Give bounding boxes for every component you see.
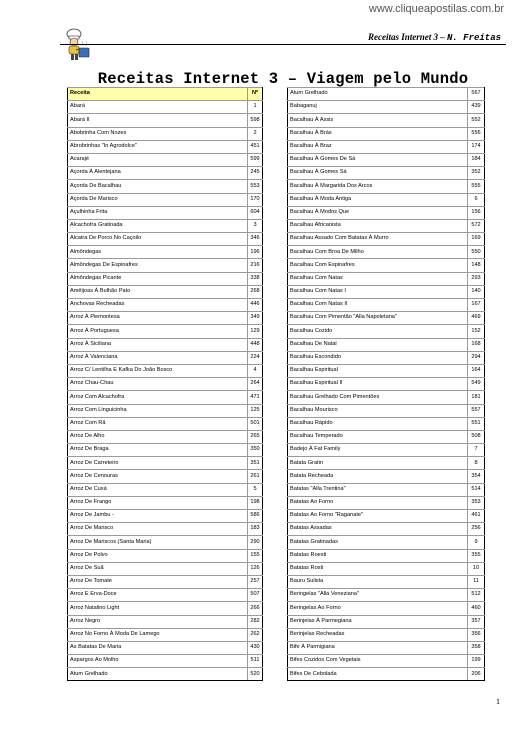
chef-mascot-logo (60, 28, 94, 62)
table-row (68, 193, 263, 206)
recipe-number: 553 (248, 180, 263, 193)
table-row (68, 153, 263, 166)
recipe-name: Badejo À Fat Family (288, 444, 468, 457)
recipe-number: 10 (468, 562, 485, 575)
recipe-name: Arroz De Cuxá (68, 483, 248, 496)
table-row (288, 219, 485, 232)
table-row (68, 628, 263, 641)
recipe-name: Babaganuj (288, 101, 468, 114)
recipe-number: 294 (468, 351, 485, 364)
recipe-name: Arroz De Suã (68, 562, 248, 575)
table-row (288, 299, 485, 312)
recipe-number: 350 (248, 444, 263, 457)
table-row (68, 391, 263, 404)
table-row (288, 259, 485, 272)
recipe-number: 126 (248, 562, 263, 575)
recipe-name: Arroz À Portuguesa (68, 325, 248, 338)
table-row (68, 233, 263, 246)
recipe-number: 181 (468, 391, 485, 404)
recipe-name: Arroz Natalino Light (68, 602, 248, 615)
recipe-number: 257 (248, 575, 263, 588)
recipe-number: 471 (248, 391, 263, 404)
recipe-name: Bacalhau Mourisco (288, 404, 468, 417)
recipe-number: 3 (248, 219, 263, 232)
table-row (288, 510, 485, 523)
recipe-name: As Batatas De Maria (68, 641, 248, 654)
table-row (68, 101, 263, 114)
recipe-name: Arroz De Braga (68, 444, 248, 457)
table-row (68, 430, 263, 443)
recipe-name: Arroz De Polvo (68, 549, 248, 562)
recipe-number: 206 (468, 668, 485, 681)
site-url[interactable]: www.cliqueapostilas.com.br (368, 3, 504, 15)
table-row (68, 470, 263, 483)
recipe-name: Batata Gratin (288, 457, 468, 470)
recipe-name: Bacalhau À Brás (288, 127, 468, 140)
recipe-number: 155 (248, 549, 263, 562)
recipe-name: Arroz De Frango (68, 496, 248, 509)
recipe-number: 353 (468, 496, 485, 509)
recipe-name: Açorda De Marisco (68, 193, 248, 206)
recipe-name: Batatas Rosti (288, 562, 468, 575)
table-row (68, 575, 263, 588)
table-row (68, 167, 263, 180)
recipe-name: Berinjelas À Parmegiana (288, 615, 468, 628)
recipe-number: 164 (468, 364, 485, 377)
recipe-number: 183 (248, 523, 263, 536)
recipe-number: 2 (248, 127, 263, 140)
recipe-name: Aspargos Ao Molho (68, 655, 248, 668)
recipe-number: 262 (248, 628, 263, 641)
table-row (68, 589, 263, 602)
table-row (68, 562, 263, 575)
recipe-number: 567 (468, 88, 485, 101)
recipe-number: 9 (468, 536, 485, 549)
recipe-name: Berinjelas Recheadas (288, 628, 468, 641)
table-row (68, 378, 263, 391)
recipe-number: 351 (248, 457, 263, 470)
recipe-name: Beringelas "Alla Veneziana" (288, 589, 468, 602)
page-number: 1 (496, 697, 500, 706)
recipe-name: Arroz À Piemontesa (68, 312, 248, 325)
table-row (68, 364, 263, 377)
recipe-name: Bacalhau Espiritual (288, 364, 468, 377)
recipe-name: Abobrinha Com Nozes (68, 127, 248, 140)
recipe-number: 167 (468, 299, 485, 312)
recipe-number: 4 (248, 364, 263, 377)
recipe-number: 152 (468, 325, 485, 338)
table-row (68, 523, 263, 536)
table-row (288, 246, 485, 259)
table-row (68, 536, 263, 549)
recipe-number: 174 (468, 140, 485, 153)
table-row (68, 246, 263, 259)
recipe-name: Abará (68, 101, 248, 114)
table-row (288, 483, 485, 496)
recipe-name: Anchovas Recheadas (68, 299, 248, 312)
recipe-number: 599 (248, 153, 263, 166)
recipe-name: Arroz Com Linguicinha (68, 404, 248, 417)
recipe-number: 349 (248, 312, 263, 325)
recipe-name: Bacalhau Africanista (288, 219, 468, 232)
recipe-number: 5 (248, 483, 263, 496)
recipe-name: Atum Grelhado (288, 88, 468, 101)
recipe-number: 448 (248, 338, 263, 351)
header-rule (60, 44, 506, 45)
recipe-number: 512 (468, 589, 485, 602)
recipe-number: 8 (468, 457, 485, 470)
table-row (68, 457, 263, 470)
recipe-table-right (287, 87, 485, 681)
recipe-name: Bacalhau À Moda Antiga (288, 193, 468, 206)
table-row (288, 457, 485, 470)
recipe-number: 501 (248, 417, 263, 430)
recipe-number: 352 (468, 167, 485, 180)
recipe-name: Açulhinha Frita (68, 206, 248, 219)
table-row (68, 655, 263, 668)
recipe-name: Arroz C/ Lentilha E Kafka Do João Bosco (68, 364, 248, 377)
recipe-name: Batata Recheada (288, 470, 468, 483)
table-row (288, 233, 485, 246)
recipe-number: 598 (248, 114, 263, 127)
table-row (288, 88, 485, 101)
recipe-number: 508 (468, 430, 485, 443)
recipe-name: Beringelas Ao Forno (288, 602, 468, 615)
table-row (68, 114, 263, 127)
recipe-name: Bacalhau Temperado (288, 430, 468, 443)
table-row (68, 404, 263, 417)
recipe-number: 184 (468, 153, 485, 166)
recipe-name: Bacalhau À Braz (288, 140, 468, 153)
table-row (68, 259, 263, 272)
table-row (288, 206, 485, 219)
recipe-name: Alcachofra Gratinada (68, 219, 248, 232)
recipe-name: Alcatra De Porco No Caçoilo (68, 233, 248, 246)
column-header-recipe: Receita (68, 88, 248, 101)
recipe-name: Arroz De Marisco (68, 523, 248, 536)
table-row (288, 641, 485, 654)
table-row (288, 430, 485, 443)
recipe-number: 1 (248, 101, 263, 114)
table-row (68, 549, 263, 562)
table-row (288, 101, 485, 114)
table-row (68, 127, 263, 140)
table-row (288, 602, 485, 615)
recipe-name: Bacalhau Com Espinafres (288, 259, 468, 272)
recipe-name: Arroz De Carreteiro (68, 457, 248, 470)
recipe-number: 264 (248, 378, 263, 391)
table-row (288, 114, 485, 127)
table-row (68, 351, 263, 364)
recipe-name: Arroz Com Alcachofra (68, 391, 248, 404)
recipe-name: Arroz Chau-Chau (68, 378, 248, 391)
recipe-name: Bacalhau Rápido (288, 417, 468, 430)
recipe-number: 520 (248, 668, 263, 681)
recipe-number: 216 (248, 259, 263, 272)
table-row (288, 444, 485, 457)
recipe-name: Bife À Parmigiana (288, 641, 468, 654)
recipe-number: 125 (248, 404, 263, 417)
recipe-number: 293 (468, 272, 485, 285)
recipe-number: 358 (468, 641, 485, 654)
table-row (288, 364, 485, 377)
recipe-name: Arroz De Jambu - (68, 510, 248, 523)
table-row (68, 496, 263, 509)
recipe-number: 346 (248, 233, 263, 246)
recipe-name: Amêijoas À Bulhão Pato (68, 285, 248, 298)
recipe-table-left (67, 87, 263, 681)
recipe-number: 586 (248, 510, 263, 523)
recipe-name: Bacalhau Com Natas I (288, 285, 468, 298)
table-row (288, 193, 485, 206)
recipe-number: 555 (468, 180, 485, 193)
recipe-number: 169 (468, 233, 485, 246)
recipe-name: Arroz À Valenciana (68, 351, 248, 364)
recipe-number: 196 (248, 246, 263, 259)
recipe-name: Arroz De Tomate (68, 575, 248, 588)
table-row (288, 140, 485, 153)
recipe-number: 551 (468, 417, 485, 430)
recipe-number: 7 (468, 444, 485, 457)
recipe-name: Bacalhau Espiritual II (288, 378, 468, 391)
recipe-number: 6 (468, 193, 485, 206)
recipe-name: Arroz De Cenouras (68, 470, 248, 483)
table-row (288, 391, 485, 404)
recipe-name: Bacalhau Grelhado Com Pimentões (288, 391, 468, 404)
table-row (288, 470, 485, 483)
recipe-name: Bacalhau À Modos Que (288, 206, 468, 219)
table-row (288, 325, 485, 338)
recipe-number: 199 (468, 655, 485, 668)
recipe-number: 446 (248, 299, 263, 312)
recipe-number: 552 (468, 114, 485, 127)
recipe-name: Bacalhau Assado Com Batatas À Murro (288, 233, 468, 246)
table-row (68, 338, 263, 351)
table-row (288, 153, 485, 166)
table-row (68, 219, 263, 232)
table-row (288, 589, 485, 602)
recipe-number: 282 (248, 615, 263, 628)
recipe-number: 461 (468, 510, 485, 523)
table-row (68, 206, 263, 219)
recipe-name: Bacalhau À Gomes Sá (288, 167, 468, 180)
table-row (288, 404, 485, 417)
recipe-name: Batatas Ao Forno (288, 496, 468, 509)
table-row (68, 602, 263, 615)
recipe-name: Arroz Negro (68, 615, 248, 628)
recipe-number: 507 (248, 589, 263, 602)
recipe-number: 469 (468, 312, 485, 325)
recipe-name: Açorda À Alentejana (68, 167, 248, 180)
table-row (288, 615, 485, 628)
recipe-number: 355 (468, 549, 485, 562)
table-row (288, 523, 485, 536)
recipe-number: 261 (248, 470, 263, 483)
recipe-name: Arroz E Erva-Doce (68, 589, 248, 602)
table-header-row (68, 88, 263, 101)
table-row (68, 325, 263, 338)
table-row (288, 549, 485, 562)
recipe-number: 550 (468, 246, 485, 259)
recipe-number: 549 (468, 378, 485, 391)
recipe-number: 140 (468, 285, 485, 298)
recipe-number: 148 (468, 259, 485, 272)
recipe-name: Bacalhau À Gomes De Sá (288, 153, 468, 166)
recipe-name: Bacalhau À Assis (288, 114, 468, 127)
recipe-name: Almôndegas (68, 246, 248, 259)
recipe-number: 451 (248, 140, 263, 153)
recipe-name: Bauru Sulista (288, 575, 468, 588)
recipe-name: Abará II (68, 114, 248, 127)
recipe-number: 11 (468, 575, 485, 588)
table-row (68, 312, 263, 325)
recipe-number: 170 (248, 193, 263, 206)
recipe-number: 338 (248, 272, 263, 285)
table-row (68, 299, 263, 312)
author-name: N. Freitas (446, 33, 501, 43)
table-row (68, 483, 263, 496)
table-row (288, 655, 485, 668)
recipe-name: Bifes De Cebolada (288, 668, 468, 681)
recipe-name: Batatas Roesti (288, 549, 468, 562)
table-row (288, 496, 485, 509)
recipe-name: Abrobrinhas "In Agrodolce" (68, 140, 248, 153)
table-row (68, 510, 263, 523)
table-row (68, 417, 263, 430)
table-row (68, 444, 263, 457)
recipe-name: Batatas Ao Forno "Raganate" (288, 510, 468, 523)
table-row (68, 285, 263, 298)
recipe-name: Batatas Assadas (288, 523, 468, 536)
recipe-name: Arroz Com Rã (68, 417, 248, 430)
table-row (288, 417, 485, 430)
page-title: Receitas Internet 3 – Viagem pelo Mundo (97, 70, 469, 88)
recipe-number: 557 (468, 404, 485, 417)
recipe-number: 256 (468, 523, 485, 536)
table-row (68, 615, 263, 628)
recipe-name: Bacalhau À Margarida Dos Arcos (288, 180, 468, 193)
recipe-name: Batatas "Alla Trentina" (288, 483, 468, 496)
recipe-name: Arroz No Forno À Moda De Lamego (68, 628, 248, 641)
table-row (288, 536, 485, 549)
recipe-name: Bacalhau Com Broa De Milho (288, 246, 468, 259)
recipe-number: 439 (468, 101, 485, 114)
recipe-number: 511 (248, 655, 263, 668)
table-row (288, 285, 485, 298)
recipe-name: Bacalhau Escondido (288, 351, 468, 364)
recipe-number: 224 (248, 351, 263, 364)
table-row (288, 575, 485, 588)
table-row (68, 140, 263, 153)
column-header-number: Nº (248, 88, 263, 101)
table-row (288, 562, 485, 575)
recipe-name: Bacalhau De Natal (288, 338, 468, 351)
table-row (68, 272, 263, 285)
recipe-number: 266 (248, 602, 263, 615)
recipe-number: 514 (468, 483, 485, 496)
recipe-name: Acarajé (68, 153, 248, 166)
recipe-name: Arroz De Mariscos (Santa Maria) (68, 536, 248, 549)
table-row (68, 641, 263, 654)
table-row (288, 351, 485, 364)
recipe-number: 129 (248, 325, 263, 338)
recipe-name: Bifes Cozidos Com Vegetais (288, 655, 468, 668)
recipe-name: Arroz À Siciliana (68, 338, 248, 351)
recipe-name: Almôndegas De Espinafres (68, 259, 248, 272)
table-row (288, 628, 485, 641)
table-row (288, 127, 485, 140)
recipe-number: 572 (468, 219, 485, 232)
book-title: Receitas Internet 3 – (367, 32, 445, 42)
recipe-number: 265 (248, 430, 263, 443)
table-row (288, 378, 485, 391)
recipe-name: Atum Grelhado (68, 668, 248, 681)
recipe-number: 168 (468, 338, 485, 351)
recipe-name: Bacalhau Com Pimentão "Alla Napoletana" (288, 312, 468, 325)
recipe-name: Almôndegas Picante (68, 272, 248, 285)
recipe-number: 357 (468, 615, 485, 628)
running-header (368, 32, 501, 43)
recipe-number: 556 (468, 127, 485, 140)
recipe-number: 198 (248, 496, 263, 509)
recipe-number: 268 (248, 285, 263, 298)
table-row (288, 312, 485, 325)
recipe-number: 604 (248, 206, 263, 219)
recipe-name: Bacalhau Com Natas (288, 272, 468, 285)
recipe-number: 245 (248, 167, 263, 180)
table-row (68, 180, 263, 193)
recipe-name: Bacalhau Cozido (288, 325, 468, 338)
recipe-number: 290 (248, 536, 263, 549)
recipe-name: Arroz De Alho (68, 430, 248, 443)
recipe-name: Batatas Gratinadas (288, 536, 468, 549)
recipe-name: Bacalhau Com Natas II (288, 299, 468, 312)
recipe-number: 156 (468, 206, 485, 219)
table-row (288, 167, 485, 180)
table-row (288, 668, 485, 681)
recipe-number: 356 (468, 628, 485, 641)
table-row (68, 668, 263, 681)
recipe-number: 354 (468, 470, 485, 483)
table-row (288, 272, 485, 285)
table-row (288, 338, 485, 351)
recipe-number: 460 (468, 602, 485, 615)
recipe-name: Açorda De Bacalhau (68, 180, 248, 193)
table-row (288, 180, 485, 193)
recipe-number: 430 (248, 641, 263, 654)
